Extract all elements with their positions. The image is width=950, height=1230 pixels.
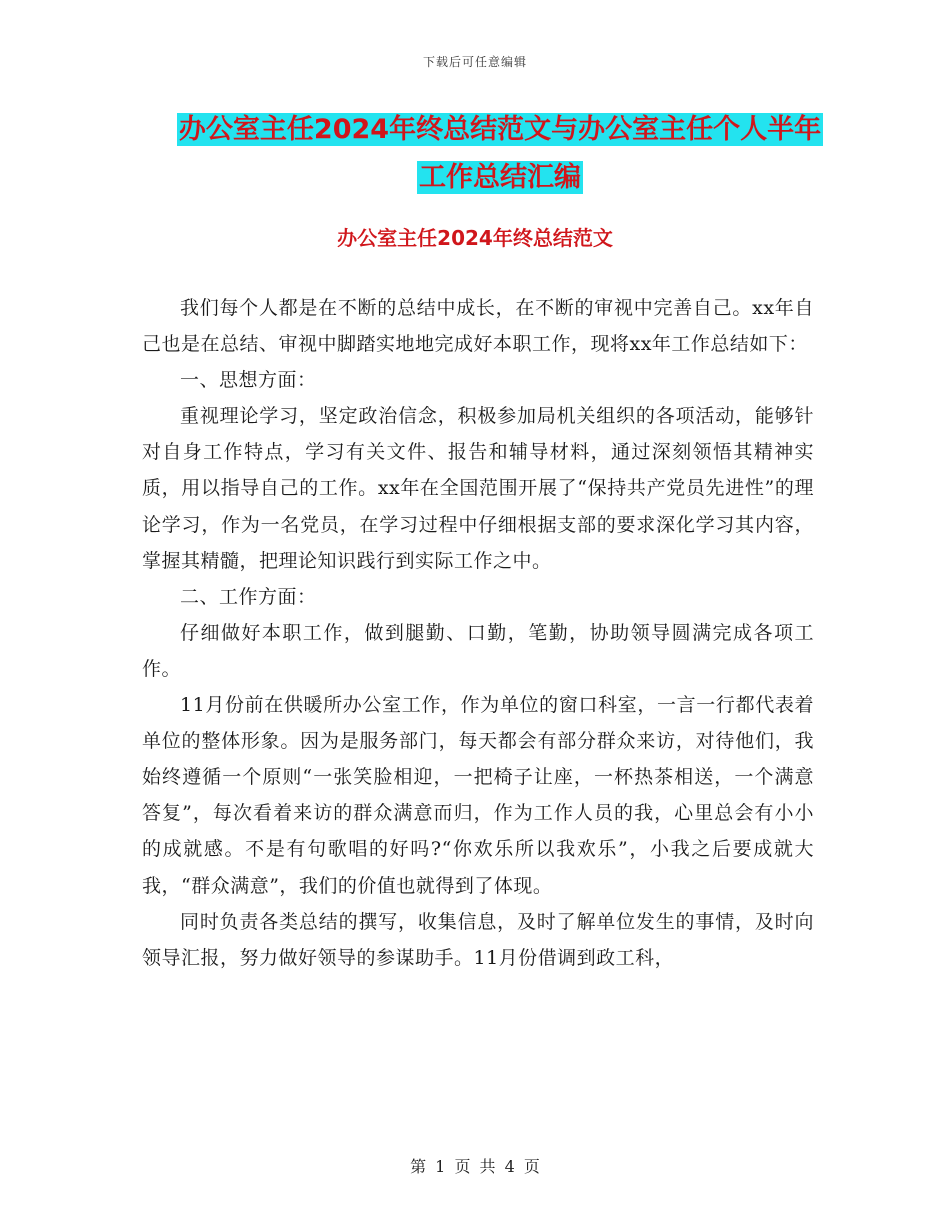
title-line-2: 工作总结汇编 [419, 162, 581, 193]
document-title [150, 106, 850, 202]
paragraph: 11月份前在供暖所办公室工作，作为单位的窗口科室，一言一行都代表着单位的整体形象。因为是服务部门，每天都会有部分群众来访，对待他们，我始终遵循一个原则“一张笑脸相迎，一把椅子让座，一杯热茶相送，一个满意答复”，每次看着来访的群众满意而归，作为工作人员的我，心里总会有小小的成就感。不是有句歌唱的好吗?“你欢乐所以我欢乐”，小我之后要成就大我，“群众满意”，我们的价值也就得到了体现。 [142, 694, 814, 897]
page-footer: 第 1 页 共 4 页 [410, 1157, 540, 1176]
paragraph: 仔细做好本职工作，做到腿勤、口勤，笔勤，协助领导圆满完成各项工作。 [142, 621, 814, 680]
document-body [142, 290, 814, 976]
paragraph: 重视理论学习，坚定政治信念，积极参加局机关组织的各项活动，能够针对自身工作特点，学习有关文件、报告和辅导材料，通过深刻领悟其精神实质，用以指导自己的工作。xx年在全国范围开展了“保持共产党员先进性”的理论学习，作为一名党员，在学习过程中仔细根据支部的要求深化学习其内容，掌握其精髓，把理论知识践行到实际工作之中。 [142, 405, 814, 572]
paragraph-heading: 一、思想方面： [180, 369, 317, 392]
paragraph-heading: 二、工作方面： [180, 585, 317, 608]
paragraph: 我们每个人都是在不断的总结中成长，在不断的审视中完善自己。xx年自己也是在总结、审视中脚踏实地地完成好本职工作，现将xx年工作总结如下： [142, 297, 814, 356]
paragraph: 同时负责各类总结的撰写，收集信息，及时了解单位发生的事情，及时向领导汇报，努力做好领导的参谋助手。11月份借调到政工科， [142, 910, 814, 969]
header-note: 下载后可任意编辑 [422, 55, 527, 69]
section-title: 办公室主任2024年终总结范文 [337, 226, 613, 250]
title-line-1: 办公室主任2024年终总结范文与办公室主任个人半年 [178, 114, 822, 145]
